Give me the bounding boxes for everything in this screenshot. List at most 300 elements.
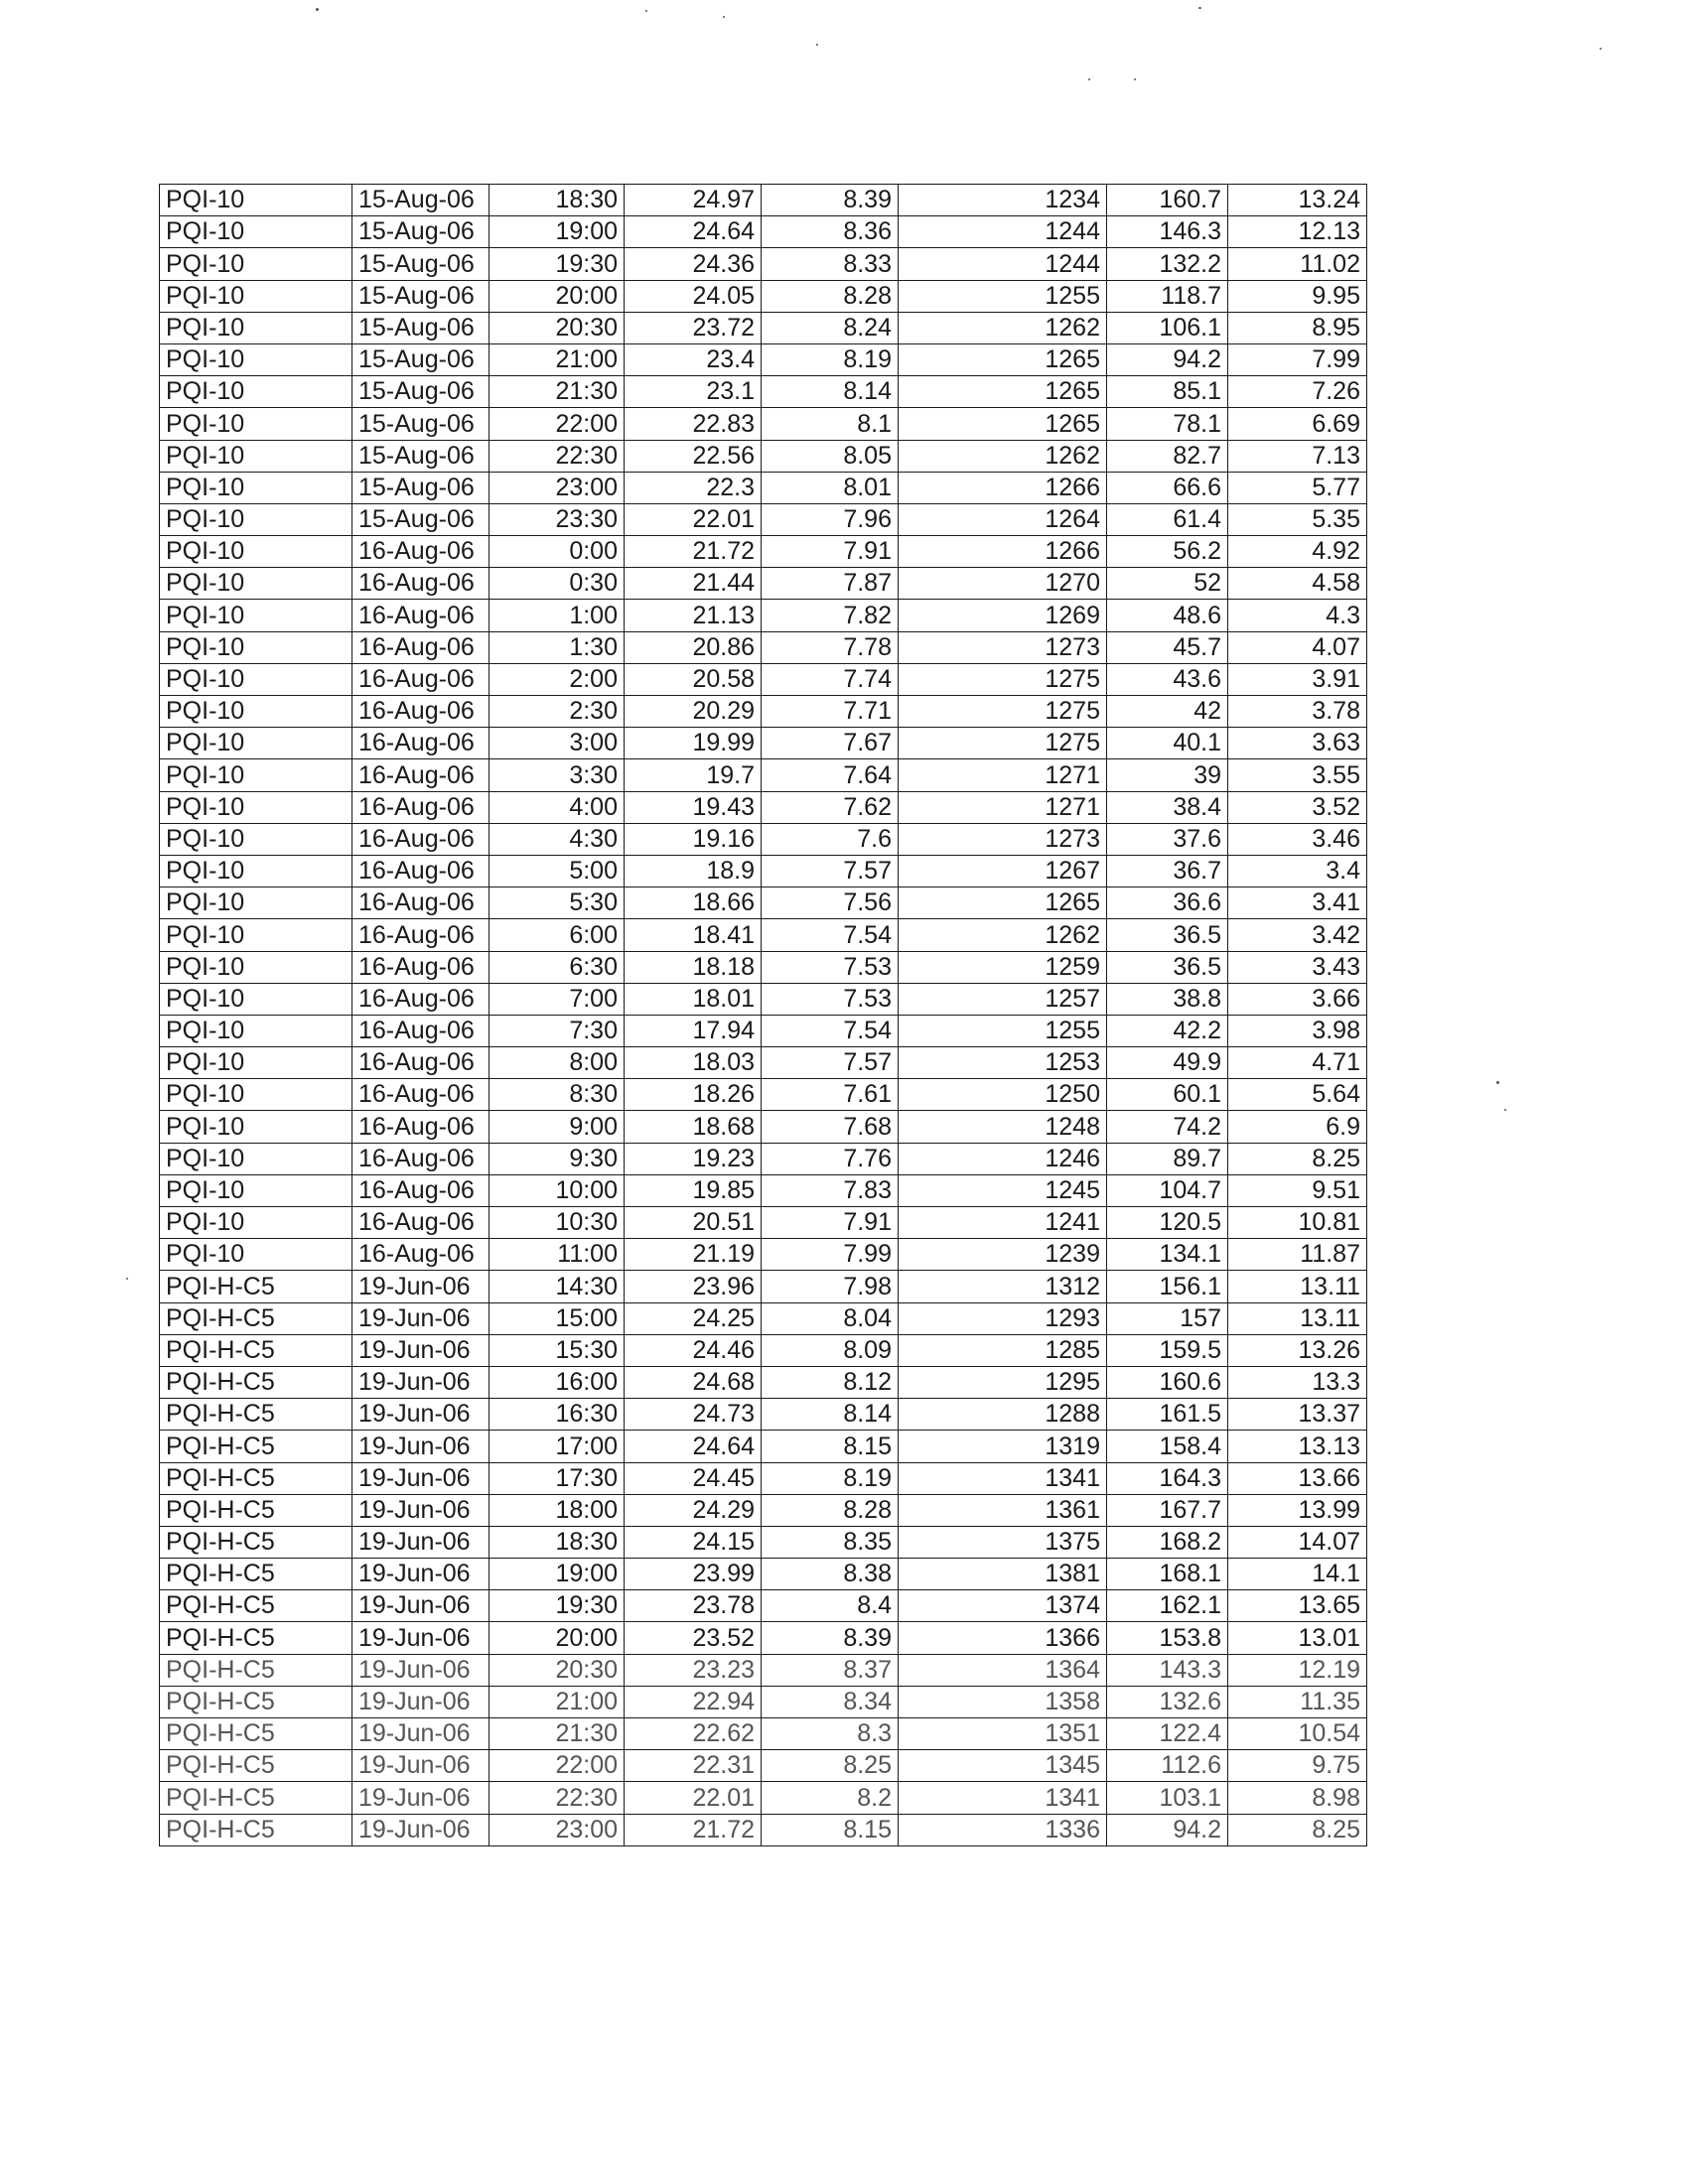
value-cell: 23.78 — [625, 1590, 762, 1622]
table-row — [160, 1750, 1367, 1782]
value-cell: 22.01 — [625, 1782, 762, 1814]
time-cell: 22:00 — [490, 408, 625, 440]
site-cell: PQI-10 — [160, 983, 352, 1015]
value-cell: 8.36 — [762, 216, 899, 248]
value-cell: 7.87 — [762, 568, 899, 600]
value-cell: 1285 — [899, 1334, 1107, 1366]
value-cell: 60.1 — [1107, 1079, 1228, 1111]
site-cell: PQI-10 — [160, 440, 352, 472]
time-cell: 22:30 — [490, 440, 625, 472]
value-cell: 3.46 — [1228, 823, 1367, 855]
table-row — [160, 1271, 1367, 1302]
value-cell: 78.1 — [1107, 408, 1228, 440]
value-cell: 160.7 — [1107, 185, 1228, 216]
value-cell: 7.53 — [762, 951, 899, 983]
value-cell: 23.52 — [625, 1622, 762, 1654]
date-cell: 15-Aug-06 — [352, 503, 490, 535]
value-cell: 7.78 — [762, 631, 899, 663]
value-cell: 162.1 — [1107, 1590, 1228, 1622]
value-cell: 23.4 — [625, 343, 762, 375]
table-row — [160, 855, 1367, 887]
value-cell: 8.39 — [762, 1622, 899, 1654]
value-cell: 8.12 — [762, 1366, 899, 1398]
date-cell: 16-Aug-06 — [352, 536, 490, 568]
value-cell: 1269 — [899, 600, 1107, 631]
date-cell: 15-Aug-06 — [352, 376, 490, 408]
value-cell: 134.1 — [1107, 1239, 1228, 1271]
measurement-table — [159, 184, 1367, 1846]
value-cell: 1361 — [899, 1494, 1107, 1526]
value-cell: 21.13 — [625, 600, 762, 631]
value-cell: 132.2 — [1107, 248, 1228, 280]
date-cell: 19-Jun-06 — [352, 1271, 490, 1302]
value-cell: 24.36 — [625, 248, 762, 280]
site-cell: PQI-H-C5 — [160, 1718, 352, 1750]
time-cell: 21:00 — [490, 1686, 625, 1717]
time-cell: 10:00 — [490, 1174, 625, 1206]
table-row — [160, 312, 1367, 343]
site-cell: PQI-H-C5 — [160, 1654, 352, 1686]
table-row — [160, 1686, 1367, 1717]
table-row — [160, 1334, 1367, 1366]
table-row — [160, 1590, 1367, 1622]
value-cell: 8.25 — [1228, 1814, 1367, 1845]
time-cell: 7:00 — [490, 983, 625, 1015]
site-cell: PQI-10 — [160, 1047, 352, 1079]
date-cell: 16-Aug-06 — [352, 951, 490, 983]
value-cell: 1265 — [899, 887, 1107, 919]
date-cell: 15-Aug-06 — [352, 185, 490, 216]
value-cell: 23.72 — [625, 312, 762, 343]
value-cell: 118.7 — [1107, 280, 1228, 312]
value-cell: 160.6 — [1107, 1366, 1228, 1398]
value-cell: 24.97 — [625, 185, 762, 216]
time-cell: 5:00 — [490, 855, 625, 887]
value-cell: 19.23 — [625, 1143, 762, 1174]
site-cell: PQI-H-C5 — [160, 1559, 352, 1590]
value-cell: 40.1 — [1107, 728, 1228, 759]
value-cell: 8.15 — [762, 1431, 899, 1462]
value-cell: 1265 — [899, 343, 1107, 375]
table-row — [160, 1431, 1367, 1462]
value-cell: 8.19 — [762, 1462, 899, 1494]
value-cell: 1244 — [899, 248, 1107, 280]
table-row — [160, 1494, 1367, 1526]
date-cell: 19-Jun-06 — [352, 1718, 490, 1750]
time-cell: 9:30 — [490, 1143, 625, 1174]
value-cell: 8.01 — [762, 472, 899, 503]
site-cell: PQI-10 — [160, 855, 352, 887]
value-cell: 1267 — [899, 855, 1107, 887]
site-cell: PQI-10 — [160, 1143, 352, 1174]
value-cell: 1341 — [899, 1462, 1107, 1494]
date-cell: 19-Jun-06 — [352, 1782, 490, 1814]
date-cell: 16-Aug-06 — [352, 1079, 490, 1111]
value-cell: 3.42 — [1228, 919, 1367, 951]
value-cell: 1293 — [899, 1302, 1107, 1334]
site-cell: PQI-10 — [160, 919, 352, 951]
value-cell: 13.13 — [1228, 1431, 1367, 1462]
value-cell: 8.15 — [762, 1814, 899, 1845]
value-cell: 13.3 — [1228, 1366, 1367, 1398]
time-cell: 9:00 — [490, 1111, 625, 1143]
value-cell: 1345 — [899, 1750, 1107, 1782]
value-cell: 1245 — [899, 1174, 1107, 1206]
date-cell: 15-Aug-06 — [352, 440, 490, 472]
time-cell: 8:30 — [490, 1079, 625, 1111]
time-cell: 2:30 — [490, 696, 625, 728]
value-cell: 7.13 — [1228, 440, 1367, 472]
table-row — [160, 376, 1367, 408]
date-cell: 16-Aug-06 — [352, 1111, 490, 1143]
date-cell: 16-Aug-06 — [352, 791, 490, 823]
value-cell: 42 — [1107, 696, 1228, 728]
date-cell: 16-Aug-06 — [352, 919, 490, 951]
value-cell: 132.6 — [1107, 1686, 1228, 1717]
table-row — [160, 472, 1367, 503]
value-cell: 156.1 — [1107, 1271, 1228, 1302]
value-cell: 8.39 — [762, 185, 899, 216]
value-cell: 9.75 — [1228, 1750, 1367, 1782]
value-cell: 94.2 — [1107, 343, 1228, 375]
date-cell: 16-Aug-06 — [352, 983, 490, 1015]
value-cell: 13.11 — [1228, 1302, 1367, 1334]
table-row — [160, 728, 1367, 759]
site-cell: PQI-10 — [160, 472, 352, 503]
date-cell: 16-Aug-06 — [352, 568, 490, 600]
site-cell: PQI-10 — [160, 376, 352, 408]
table-row — [160, 1654, 1367, 1686]
site-cell: PQI-10 — [160, 216, 352, 248]
value-cell: 13.37 — [1228, 1399, 1367, 1431]
time-cell: 21:30 — [490, 376, 625, 408]
date-cell: 19-Jun-06 — [352, 1686, 490, 1717]
value-cell: 7.57 — [762, 1047, 899, 1079]
table-row — [160, 1015, 1367, 1046]
value-cell: 10.81 — [1228, 1207, 1367, 1239]
value-cell: 3.91 — [1228, 663, 1367, 695]
date-cell: 15-Aug-06 — [352, 312, 490, 343]
table-row — [160, 759, 1367, 791]
date-cell: 19-Jun-06 — [352, 1494, 490, 1526]
table-row — [160, 1047, 1367, 1079]
value-cell: 20.58 — [625, 663, 762, 695]
table-row — [160, 408, 1367, 440]
time-cell: 20:30 — [490, 1654, 625, 1686]
value-cell: 18.41 — [625, 919, 762, 951]
value-cell: 13.11 — [1228, 1271, 1367, 1302]
value-cell: 12.19 — [1228, 1654, 1367, 1686]
time-cell: 6:30 — [490, 951, 625, 983]
value-cell: 38.4 — [1107, 791, 1228, 823]
table-row — [160, 1366, 1367, 1398]
value-cell: 24.29 — [625, 1494, 762, 1526]
value-cell: 24.45 — [625, 1462, 762, 1494]
value-cell: 7.71 — [762, 696, 899, 728]
value-cell: 7.99 — [762, 1239, 899, 1271]
value-cell: 7.98 — [762, 1271, 899, 1302]
value-cell: 22.3 — [625, 472, 762, 503]
table-row — [160, 919, 1367, 951]
table-row — [160, 280, 1367, 312]
value-cell: 24.25 — [625, 1302, 762, 1334]
table-row — [160, 343, 1367, 375]
table-row — [160, 1559, 1367, 1590]
value-cell: 18.26 — [625, 1079, 762, 1111]
value-cell: 1266 — [899, 536, 1107, 568]
value-cell: 1273 — [899, 631, 1107, 663]
value-cell: 168.2 — [1107, 1526, 1228, 1558]
value-cell: 1234 — [899, 185, 1107, 216]
value-cell: 3.52 — [1228, 791, 1367, 823]
time-cell: 5:30 — [490, 887, 625, 919]
value-cell: 7.26 — [1228, 376, 1367, 408]
time-cell: 15:30 — [490, 1334, 625, 1366]
value-cell: 23.1 — [625, 376, 762, 408]
site-cell: PQI-10 — [160, 728, 352, 759]
date-cell: 16-Aug-06 — [352, 855, 490, 887]
time-cell: 3:00 — [490, 728, 625, 759]
value-cell: 8.04 — [762, 1302, 899, 1334]
value-cell: 8.35 — [762, 1526, 899, 1558]
date-cell: 19-Jun-06 — [352, 1302, 490, 1334]
value-cell: 8.33 — [762, 248, 899, 280]
scan-speck — [126, 1278, 128, 1280]
date-cell: 16-Aug-06 — [352, 1047, 490, 1079]
time-cell: 15:00 — [490, 1302, 625, 1334]
table-row — [160, 248, 1367, 280]
value-cell: 9.51 — [1228, 1174, 1367, 1206]
site-cell: PQI-10 — [160, 631, 352, 663]
value-cell: 7.53 — [762, 983, 899, 1015]
value-cell: 8.37 — [762, 1654, 899, 1686]
site-cell: PQI-10 — [160, 1079, 352, 1111]
value-cell: 13.24 — [1228, 185, 1367, 216]
value-cell: 7.74 — [762, 663, 899, 695]
value-cell: 1288 — [899, 1399, 1107, 1431]
value-cell: 1366 — [899, 1622, 1107, 1654]
value-cell: 8.19 — [762, 343, 899, 375]
table-row — [160, 1302, 1367, 1334]
scan-speck — [1134, 78, 1136, 80]
value-cell: 18.9 — [625, 855, 762, 887]
site-cell: PQI-10 — [160, 823, 352, 855]
site-cell: PQI-10 — [160, 663, 352, 695]
table-row — [160, 1174, 1367, 1206]
value-cell: 18.18 — [625, 951, 762, 983]
value-cell: 18.68 — [625, 1111, 762, 1143]
table-row — [160, 823, 1367, 855]
value-cell: 120.5 — [1107, 1207, 1228, 1239]
time-cell: 10:30 — [490, 1207, 625, 1239]
value-cell: 7.54 — [762, 1015, 899, 1046]
table-row — [160, 1718, 1367, 1750]
value-cell: 24.68 — [625, 1366, 762, 1398]
time-cell: 20:30 — [490, 312, 625, 343]
value-cell: 7.68 — [762, 1111, 899, 1143]
date-cell: 19-Jun-06 — [352, 1462, 490, 1494]
date-cell: 15-Aug-06 — [352, 472, 490, 503]
date-cell: 19-Jun-06 — [352, 1622, 490, 1654]
value-cell: 24.64 — [625, 1431, 762, 1462]
value-cell: 9.95 — [1228, 280, 1367, 312]
site-cell: PQI-10 — [160, 312, 352, 343]
value-cell: 157 — [1107, 1302, 1228, 1334]
time-cell: 18:00 — [490, 1494, 625, 1526]
table-row — [160, 1526, 1367, 1558]
value-cell: 82.7 — [1107, 440, 1228, 472]
value-cell: 159.5 — [1107, 1334, 1228, 1366]
value-cell: 49.9 — [1107, 1047, 1228, 1079]
value-cell: 7.6 — [762, 823, 899, 855]
value-cell: 112.6 — [1107, 1750, 1228, 1782]
scan-speck — [816, 44, 818, 46]
value-cell: 24.64 — [625, 216, 762, 248]
value-cell: 74.2 — [1107, 1111, 1228, 1143]
value-cell: 1253 — [899, 1047, 1107, 1079]
date-cell: 19-Jun-06 — [352, 1526, 490, 1558]
table-row — [160, 983, 1367, 1015]
date-cell: 19-Jun-06 — [352, 1654, 490, 1686]
site-cell: PQI-H-C5 — [160, 1462, 352, 1494]
value-cell: 20.29 — [625, 696, 762, 728]
value-cell: 7.56 — [762, 887, 899, 919]
value-cell: 1262 — [899, 919, 1107, 951]
time-cell: 16:00 — [490, 1366, 625, 1398]
site-cell: PQI-10 — [160, 568, 352, 600]
value-cell: 1270 — [899, 568, 1107, 600]
value-cell: 1264 — [899, 503, 1107, 535]
value-cell: 167.7 — [1107, 1494, 1228, 1526]
site-cell: PQI-H-C5 — [160, 1590, 352, 1622]
site-cell: PQI-H-C5 — [160, 1814, 352, 1845]
time-cell: 19:00 — [490, 1559, 625, 1590]
time-cell: 3:30 — [490, 759, 625, 791]
value-cell: 1265 — [899, 408, 1107, 440]
value-cell: 19.7 — [625, 759, 762, 791]
value-cell: 1375 — [899, 1526, 1107, 1558]
table-row — [160, 503, 1367, 535]
value-cell: 24.05 — [625, 280, 762, 312]
time-cell: 22:00 — [490, 1750, 625, 1782]
value-cell: 103.1 — [1107, 1782, 1228, 1814]
value-cell: 36.6 — [1107, 887, 1228, 919]
value-cell: 8.1 — [762, 408, 899, 440]
value-cell: 8.98 — [1228, 1782, 1367, 1814]
value-cell: 24.15 — [625, 1526, 762, 1558]
table-row — [160, 568, 1367, 600]
value-cell: 7.91 — [762, 1207, 899, 1239]
value-cell: 8.14 — [762, 1399, 899, 1431]
time-cell: 20:00 — [490, 280, 625, 312]
date-cell: 15-Aug-06 — [352, 408, 490, 440]
date-cell: 16-Aug-06 — [352, 759, 490, 791]
value-cell: 21.19 — [625, 1239, 762, 1271]
table-row — [160, 663, 1367, 695]
time-cell: 18:30 — [490, 1526, 625, 1558]
site-cell: PQI-10 — [160, 600, 352, 631]
value-cell: 36.5 — [1107, 951, 1228, 983]
value-cell: 8.95 — [1228, 312, 1367, 343]
time-cell: 4:00 — [490, 791, 625, 823]
scan-speck — [1088, 78, 1090, 80]
value-cell: 23.96 — [625, 1271, 762, 1302]
value-cell: 5.35 — [1228, 503, 1367, 535]
table-row — [160, 791, 1367, 823]
value-cell: 38.8 — [1107, 983, 1228, 1015]
value-cell: 21.72 — [625, 1814, 762, 1845]
date-cell: 19-Jun-06 — [352, 1431, 490, 1462]
value-cell: 13.26 — [1228, 1334, 1367, 1366]
date-cell: 16-Aug-06 — [352, 1207, 490, 1239]
time-cell: 23:30 — [490, 503, 625, 535]
value-cell: 143.3 — [1107, 1654, 1228, 1686]
date-cell: 16-Aug-06 — [352, 696, 490, 728]
time-cell: 21:00 — [490, 343, 625, 375]
date-cell: 15-Aug-06 — [352, 248, 490, 280]
site-cell: PQI-10 — [160, 503, 352, 535]
value-cell: 104.7 — [1107, 1174, 1228, 1206]
value-cell: 11.35 — [1228, 1686, 1367, 1717]
value-cell: 19.99 — [625, 728, 762, 759]
value-cell: 161.5 — [1107, 1399, 1228, 1431]
table-row — [160, 440, 1367, 472]
site-cell: PQI-10 — [160, 887, 352, 919]
value-cell: 1255 — [899, 280, 1107, 312]
value-cell: 7.96 — [762, 503, 899, 535]
table-row — [160, 600, 1367, 631]
site-cell: PQI-10 — [160, 248, 352, 280]
value-cell: 13.01 — [1228, 1622, 1367, 1654]
value-cell: 6.9 — [1228, 1111, 1367, 1143]
scan-speck — [645, 10, 647, 12]
value-cell: 168.1 — [1107, 1559, 1228, 1590]
scan-speck — [723, 16, 725, 18]
date-cell: 19-Jun-06 — [352, 1334, 490, 1366]
table-row — [160, 1399, 1367, 1431]
time-cell: 20:00 — [490, 1622, 625, 1654]
site-cell: PQI-10 — [160, 343, 352, 375]
value-cell: 1319 — [899, 1431, 1107, 1462]
site-cell: PQI-H-C5 — [160, 1494, 352, 1526]
value-cell: 8.3 — [762, 1718, 899, 1750]
value-cell: 94.2 — [1107, 1814, 1228, 1845]
site-cell: PQI-H-C5 — [160, 1334, 352, 1366]
value-cell: 1336 — [899, 1814, 1107, 1845]
date-cell: 19-Jun-06 — [352, 1750, 490, 1782]
value-cell: 23.99 — [625, 1559, 762, 1590]
value-cell: 1341 — [899, 1782, 1107, 1814]
value-cell: 1248 — [899, 1111, 1107, 1143]
value-cell: 146.3 — [1107, 216, 1228, 248]
value-cell: 89.7 — [1107, 1143, 1228, 1174]
table-row — [160, 1782, 1367, 1814]
table-row — [160, 1239, 1367, 1271]
value-cell: 3.98 — [1228, 1015, 1367, 1046]
value-cell: 43.6 — [1107, 663, 1228, 695]
time-cell: 19:00 — [490, 216, 625, 248]
date-cell: 16-Aug-06 — [352, 1239, 490, 1271]
site-cell: PQI-10 — [160, 185, 352, 216]
value-cell: 20.86 — [625, 631, 762, 663]
value-cell: 164.3 — [1107, 1462, 1228, 1494]
value-cell: 1255 — [899, 1015, 1107, 1046]
value-cell: 11.87 — [1228, 1239, 1367, 1271]
site-cell: PQI-H-C5 — [160, 1686, 352, 1717]
date-cell: 19-Jun-06 — [352, 1590, 490, 1622]
table-row — [160, 185, 1367, 216]
site-cell: PQI-10 — [160, 951, 352, 983]
